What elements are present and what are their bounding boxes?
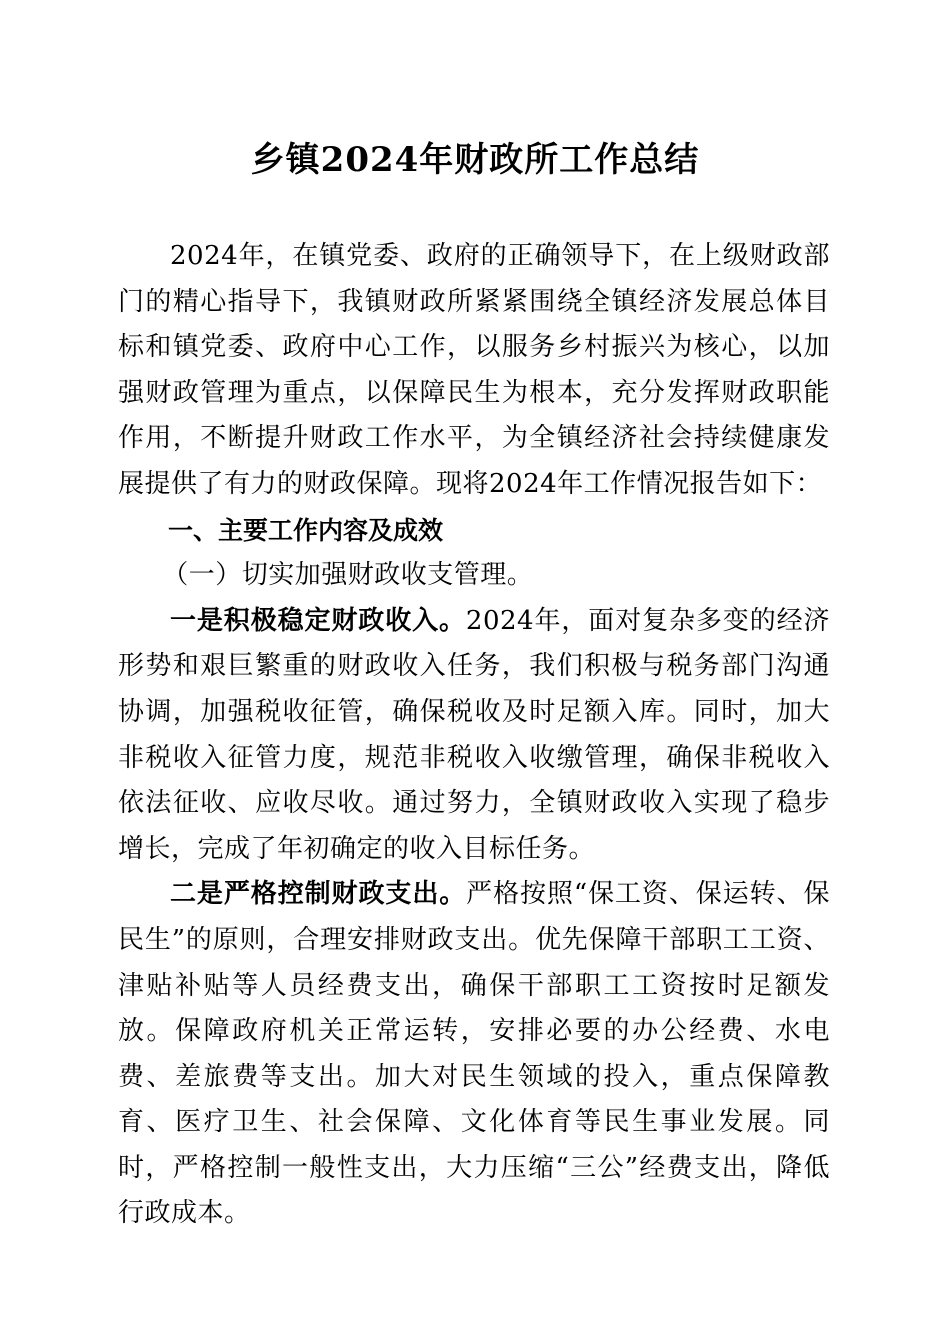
intro-paragraph: 2024年，在镇党委、政府的正确领导下，在上级财政部门的精心指导下，我镇财政所紧紧围绕全镇经济发展总体目标和镇党委、政府中心工作，以服务乡村振兴为核心，以加强财政管理为重点，以保障民生为根本，充分发挥财政职能作用，不断提升财政工作水平，为全镇经济社会持续健康发展提供了有力的财政保障。现将2024年工作情况报告如下： [118, 241, 830, 499]
point-2-lead: 二是严格控制财政支出。 [170, 879, 467, 910]
point-1-lead: 一是积极稳定财政收入。 [170, 605, 466, 636]
point-1-body: 2024年，面对复杂多变的经济形势和艰巨繁重的财政收入任务，我们积极与税务部门沟通协调，加强税收征管，确保税收及时足额入库。同时，加大非税收入征管力度，规范非税收入收缴管理，确保非税收入依法征收、应收尽收。通过努力，全镇财政收入实现了稳步增长，完成了年初确定的收入目标任务。 [118, 605, 830, 864]
document-body [118, 234, 830, 1237]
point-2-body: 严格按照“保工资、保运转、保民生”的原则，合理安排财政支出。优先保障干部职工工资、津贴补贴等人员经费支出，确保干部职工工资按时足额发放。保障政府机关正常运转，安排必要的办公经费、水电费、差旅费等支出。加大对民生领域的投入，重点保障教育、医疗卫生、社会保障、文化体育等民生事业发展。同时，严格控制一般性支出，大力压缩“三公”经费支出，降低行政成本。 [118, 879, 830, 1229]
document-title: 乡镇2024年财政所工作总结 [250, 140, 700, 180]
point-1-paragraph [118, 599, 830, 873]
point-2-paragraph [118, 872, 830, 1237]
subsection-heading: （一）切实加强财政收支管理。 [162, 560, 534, 591]
section-heading: 一、主要工作内容及成效 [168, 515, 444, 545]
